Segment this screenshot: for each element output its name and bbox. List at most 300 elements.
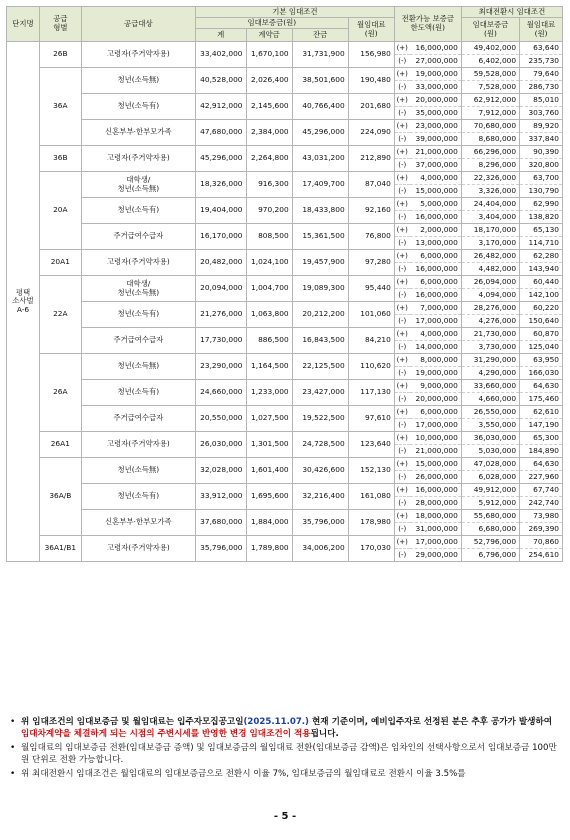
notes-section: [10, 716, 562, 781]
monthly-cell: 97,610: [348, 406, 394, 432]
header-total: 계: [195, 29, 246, 42]
convertible-plus-cell: 6,000,000: [410, 250, 462, 263]
target-cell: 대학생/ 청년(소득無): [81, 276, 195, 302]
convertible-minus-cell: 33,000,000: [410, 81, 462, 94]
max-deposit-minus-cell: 6,796,000: [461, 549, 519, 562]
header-complex: 단지명: [7, 7, 40, 42]
supply-type-cell: 22A: [39, 276, 81, 354]
sign-minus: (-): [394, 419, 409, 432]
balance-cell: 30,426,600: [292, 458, 348, 484]
note-1-text-c: 됩니다.: [310, 729, 339, 740]
max-monthly-minus-cell: 286,730: [520, 81, 563, 94]
complex-name-cell: 평택 소사벌 A-6: [7, 42, 40, 562]
convertible-minus-cell: 28,000,000: [410, 497, 462, 510]
table-row: [7, 484, 563, 497]
balance-cell: 19,457,900: [292, 250, 348, 276]
monthly-cell: 97,280: [348, 250, 394, 276]
convertible-plus-cell: 19,000,000: [410, 68, 462, 81]
header-basic-conditions: 기본 임대조건: [195, 7, 394, 18]
convertible-minus-cell: 29,000,000: [410, 549, 462, 562]
monthly-cell: 224,090: [348, 120, 394, 146]
max-deposit-minus-cell: 3,326,000: [461, 185, 519, 198]
max-monthly-plus-cell: 62,280: [520, 250, 563, 263]
balance-cell: 35,796,000: [292, 510, 348, 536]
convertible-plus-cell: 2,000,000: [410, 224, 462, 237]
sign-plus: (+): [394, 406, 409, 419]
monthly-cell: 87,040: [348, 172, 394, 198]
rental-conditions-table: [6, 6, 563, 562]
header-max-monthly: 월임대료 (원): [520, 18, 563, 42]
deposit-total-cell: 40,528,000: [195, 68, 246, 94]
max-monthly-plus-cell: 62,990: [520, 198, 563, 211]
header-balance: 잔금: [292, 29, 348, 42]
target-cell: 주거급여수급자: [81, 224, 195, 250]
max-deposit-plus-cell: 49,402,000: [461, 42, 519, 55]
max-deposit-minus-cell: 3,730,000: [461, 341, 519, 354]
deposit-total-cell: 24,660,000: [195, 380, 246, 406]
note-1-text-b: 현재 기준이며, 예비입주자로 선정된 분은 추후 공가가 발생하여: [309, 717, 553, 727]
convertible-plus-cell: 9,000,000: [410, 380, 462, 393]
target-cell: 청년(소득無): [81, 68, 195, 94]
sign-minus: (-): [394, 523, 409, 536]
max-monthly-minus-cell: 269,390: [520, 523, 563, 536]
note-1: [10, 716, 562, 741]
bullet: •: [10, 768, 16, 779]
max-monthly-minus-cell: 130,790: [520, 185, 563, 198]
max-deposit-plus-cell: 52,796,000: [461, 536, 519, 549]
table-row: [7, 250, 563, 263]
sign-plus: (+): [394, 146, 409, 159]
sign-plus: (+): [394, 354, 409, 367]
monthly-cell: 170,030: [348, 536, 394, 562]
max-deposit-minus-cell: 5,912,000: [461, 497, 519, 510]
target-cell: 신혼부부·한부모가족: [81, 510, 195, 536]
sign-plus: (+): [394, 276, 409, 289]
supply-type-cell: 36A1/B1: [39, 536, 81, 562]
table-row: [7, 458, 563, 471]
header-max-deposit: 임대보증금 (원): [461, 18, 519, 42]
sign-minus: (-): [394, 497, 409, 510]
balance-cell: 31,731,900: [292, 42, 348, 68]
contract-cell: 1,601,400: [246, 458, 292, 484]
table-row: [7, 406, 563, 419]
sign-minus: (-): [394, 445, 409, 458]
table-row: [7, 276, 563, 289]
sign-minus: (-): [394, 289, 409, 302]
deposit-total-cell: 23,290,000: [195, 354, 246, 380]
sign-minus: (-): [394, 549, 409, 562]
sign-minus: (-): [394, 159, 409, 172]
supply-type-cell: 36A: [39, 68, 81, 146]
max-monthly-minus-cell: 143,940: [520, 263, 563, 276]
sign-minus: (-): [394, 133, 409, 146]
max-monthly-plus-cell: 60,220: [520, 302, 563, 315]
sign-plus: (+): [394, 432, 409, 445]
contract-cell: 1,695,600: [246, 484, 292, 510]
deposit-total-cell: 20,094,000: [195, 276, 246, 302]
max-deposit-minus-cell: 3,170,000: [461, 237, 519, 250]
target-cell: 청년(소득有): [81, 380, 195, 406]
contract-cell: 1,024,100: [246, 250, 292, 276]
max-monthly-plus-cell: 62,610: [520, 406, 563, 419]
max-monthly-minus-cell: 138,820: [520, 211, 563, 224]
target-cell: 신혼부부·한부모가족: [81, 120, 195, 146]
target-cell: 청년(소득有): [81, 302, 195, 328]
convertible-plus-cell: 10,000,000: [410, 432, 462, 445]
contract-cell: 2,145,600: [246, 94, 292, 120]
convertible-minus-cell: 35,000,000: [410, 107, 462, 120]
convertible-plus-cell: 23,000,000: [410, 120, 462, 133]
convertible-minus-cell: 20,000,000: [410, 393, 462, 406]
max-monthly-plus-cell: 79,640: [520, 68, 563, 81]
balance-cell: 17,409,700: [292, 172, 348, 198]
max-monthly-plus-cell: 64,630: [520, 458, 563, 471]
deposit-total-cell: 42,912,000: [195, 94, 246, 120]
max-monthly-minus-cell: 337,840: [520, 133, 563, 146]
sign-plus: (+): [394, 302, 409, 315]
convertible-plus-cell: 4,000,000: [410, 172, 462, 185]
target-cell: 청년(소득有): [81, 484, 195, 510]
deposit-total-cell: 37,680,000: [195, 510, 246, 536]
max-monthly-plus-cell: 63,950: [520, 354, 563, 367]
deposit-total-cell: 16,170,000: [195, 224, 246, 250]
contract-cell: 1,884,000: [246, 510, 292, 536]
balance-cell: 19,522,500: [292, 406, 348, 432]
convertible-minus-cell: 14,000,000: [410, 341, 462, 354]
deposit-total-cell: 33,912,000: [195, 484, 246, 510]
contract-cell: 808,500: [246, 224, 292, 250]
max-monthly-plus-cell: 89,920: [520, 120, 563, 133]
supply-type-cell: 20A1: [39, 250, 81, 276]
max-monthly-plus-cell: 67,740: [520, 484, 563, 497]
table-row: [7, 42, 563, 55]
note-3-text: 위 최대전환시 임대조건은 월임대료의 임대보증금으로 전환시 이율 7%, 임대보증금의 월임대료로 전환시 이율 3.5%를: [21, 768, 466, 779]
sign-minus: (-): [394, 393, 409, 406]
max-deposit-minus-cell: 4,290,000: [461, 367, 519, 380]
sign-minus: (-): [394, 263, 409, 276]
max-monthly-plus-cell: 73,980: [520, 510, 563, 523]
max-monthly-minus-cell: 147,190: [520, 419, 563, 432]
max-deposit-plus-cell: 18,170,000: [461, 224, 519, 237]
monthly-cell: 95,440: [348, 276, 394, 302]
table-row: [7, 302, 563, 315]
max-deposit-plus-cell: 26,482,000: [461, 250, 519, 263]
convertible-minus-cell: 21,000,000: [410, 445, 462, 458]
sign-plus: (+): [394, 484, 409, 497]
balance-cell: 24,728,500: [292, 432, 348, 458]
sign-minus: (-): [394, 367, 409, 380]
deposit-total-cell: 20,482,000: [195, 250, 246, 276]
bullet: •: [10, 742, 16, 753]
max-monthly-plus-cell: 65,300: [520, 432, 563, 445]
balance-cell: 18,433,800: [292, 198, 348, 224]
convertible-minus-cell: 39,000,000: [410, 133, 462, 146]
target-cell: 고령자(주거약자용): [81, 536, 195, 562]
balance-cell: 40,766,400: [292, 94, 348, 120]
target-cell: 고령자(주거약자용): [81, 250, 195, 276]
target-cell: 청년(소득有): [81, 94, 195, 120]
sign-plus: (+): [394, 536, 409, 549]
monthly-cell: 101,060: [348, 302, 394, 328]
max-deposit-minus-cell: 7,528,000: [461, 81, 519, 94]
sign-plus: (+): [394, 68, 409, 81]
contract-cell: 2,264,800: [246, 146, 292, 172]
sign-minus: (-): [394, 81, 409, 94]
convertible-minus-cell: 31,000,000: [410, 523, 462, 536]
convertible-plus-cell: 5,000,000: [410, 198, 462, 211]
convertible-minus-cell: 15,000,000: [410, 185, 462, 198]
max-deposit-plus-cell: 33,660,000: [461, 380, 519, 393]
supply-type-cell: 26A1: [39, 432, 81, 458]
sign-plus: (+): [394, 172, 409, 185]
sign-plus: (+): [394, 380, 409, 393]
convertible-minus-cell: 37,000,000: [410, 159, 462, 172]
sign-minus: (-): [394, 185, 409, 198]
balance-cell: 15,361,500: [292, 224, 348, 250]
max-deposit-plus-cell: 26,550,000: [461, 406, 519, 419]
convertible-plus-cell: 6,000,000: [410, 276, 462, 289]
contract-cell: 970,200: [246, 198, 292, 224]
deposit-total-cell: 20,550,000: [195, 406, 246, 432]
max-monthly-plus-cell: 63,640: [520, 42, 563, 55]
header-monthly: 월임대료 (원): [348, 18, 394, 42]
max-deposit-minus-cell: 4,482,000: [461, 263, 519, 276]
note-1-highlight: 임대차계약을 체결하게 되는 시점의 주변시세를 반영한 변경 임대조건이 적용: [21, 729, 311, 740]
contract-cell: 1,670,100: [246, 42, 292, 68]
header-target: 공급대상: [81, 7, 195, 42]
monthly-cell: 110,620: [348, 354, 394, 380]
monthly-cell: 84,210: [348, 328, 394, 354]
sign-minus: (-): [394, 471, 409, 484]
sign-plus: (+): [394, 42, 409, 55]
deposit-total-cell: 18,326,000: [195, 172, 246, 198]
max-deposit-minus-cell: 4,276,000: [461, 315, 519, 328]
max-deposit-plus-cell: 24,404,000: [461, 198, 519, 211]
max-deposit-plus-cell: 28,276,000: [461, 302, 519, 315]
contract-cell: 2,384,000: [246, 120, 292, 146]
sign-minus: (-): [394, 315, 409, 328]
table-row: [7, 354, 563, 367]
supply-type-cell: 20A: [39, 172, 81, 250]
contract-cell: 1,789,800: [246, 536, 292, 562]
header-supply-type: 공급 형별: [39, 7, 81, 42]
contract-cell: 886,500: [246, 328, 292, 354]
contract-cell: 1,063,800: [246, 302, 292, 328]
note-1-text-a: 위 임대조건의 임대보증금 및 월임대료는 입주자모집공고일: [21, 717, 244, 727]
max-monthly-minus-cell: 125,040: [520, 341, 563, 354]
convertible-plus-cell: 18,000,000: [410, 510, 462, 523]
monthly-cell: 152,130: [348, 458, 394, 484]
max-deposit-plus-cell: 47,028,000: [461, 458, 519, 471]
balance-cell: 19,089,300: [292, 276, 348, 302]
contract-cell: 1,004,700: [246, 276, 292, 302]
convertible-plus-cell: 16,000,000: [410, 484, 462, 497]
max-monthly-minus-cell: 166,030: [520, 367, 563, 380]
table-row: [7, 510, 563, 523]
max-deposit-plus-cell: 36,030,000: [461, 432, 519, 445]
deposit-total-cell: 45,296,000: [195, 146, 246, 172]
convertible-plus-cell: 6,000,000: [410, 406, 462, 419]
max-monthly-plus-cell: 85,010: [520, 94, 563, 107]
max-monthly-minus-cell: 114,710: [520, 237, 563, 250]
max-deposit-minus-cell: 8,680,000: [461, 133, 519, 146]
convertible-minus-cell: 16,000,000: [410, 289, 462, 302]
balance-cell: 23,427,000: [292, 380, 348, 406]
monthly-cell: 76,800: [348, 224, 394, 250]
sign-minus: (-): [394, 55, 409, 68]
max-deposit-plus-cell: 70,680,000: [461, 120, 519, 133]
convertible-plus-cell: 4,000,000: [410, 328, 462, 341]
monthly-cell: 123,640: [348, 432, 394, 458]
sign-plus: (+): [394, 224, 409, 237]
target-cell: 대학생/ 청년(소득無): [81, 172, 195, 198]
max-deposit-minus-cell: 8,296,000: [461, 159, 519, 172]
max-monthly-minus-cell: 320,800: [520, 159, 563, 172]
max-deposit-minus-cell: 6,028,000: [461, 471, 519, 484]
monthly-cell: 92,160: [348, 198, 394, 224]
deposit-total-cell: 17,730,000: [195, 328, 246, 354]
supply-type-cell: 26A: [39, 354, 81, 432]
sign-plus: (+): [394, 458, 409, 471]
sign-plus: (+): [394, 510, 409, 523]
max-deposit-plus-cell: 66,296,000: [461, 146, 519, 159]
target-cell: 주거급여수급자: [81, 406, 195, 432]
sign-plus: (+): [394, 120, 409, 133]
max-monthly-minus-cell: 184,890: [520, 445, 563, 458]
note-1-date: (2025.11.07.): [243, 717, 309, 727]
convertible-minus-cell: 16,000,000: [410, 211, 462, 224]
table-row: [7, 224, 563, 237]
max-monthly-minus-cell: 150,640: [520, 315, 563, 328]
monthly-cell: 156,980: [348, 42, 394, 68]
header-convertible: 전환가능 보증금 한도액(원): [394, 7, 461, 42]
max-deposit-minus-cell: 3,404,000: [461, 211, 519, 224]
max-deposit-minus-cell: 4,094,000: [461, 289, 519, 302]
balance-cell: 34,006,200: [292, 536, 348, 562]
max-deposit-minus-cell: 6,680,000: [461, 523, 519, 536]
contract-cell: 1,233,000: [246, 380, 292, 406]
max-deposit-plus-cell: 31,290,000: [461, 354, 519, 367]
contract-cell: 1,301,500: [246, 432, 292, 458]
contract-cell: 1,027,500: [246, 406, 292, 432]
deposit-total-cell: 35,796,000: [195, 536, 246, 562]
target-cell: 청년(소득無): [81, 354, 195, 380]
balance-cell: 38,501,600: [292, 68, 348, 94]
max-monthly-plus-cell: 63,700: [520, 172, 563, 185]
balance-cell: 22,125,500: [292, 354, 348, 380]
target-cell: 고령자(주거약자용): [81, 146, 195, 172]
page-number: - 5 -: [273, 811, 297, 822]
table-row: [7, 172, 563, 185]
convertible-minus-cell: 26,000,000: [410, 471, 462, 484]
balance-cell: 16,843,500: [292, 328, 348, 354]
max-deposit-minus-cell: 7,912,000: [461, 107, 519, 120]
sign-plus: (+): [394, 250, 409, 263]
monthly-cell: 161,080: [348, 484, 394, 510]
header-deposit: 임대보증금(원): [195, 18, 348, 29]
max-monthly-plus-cell: 60,440: [520, 276, 563, 289]
convertible-minus-cell: 17,000,000: [410, 315, 462, 328]
max-deposit-minus-cell: 3,550,000: [461, 419, 519, 432]
max-monthly-minus-cell: 175,460: [520, 393, 563, 406]
table-row: [7, 120, 563, 133]
max-deposit-plus-cell: 49,912,000: [461, 484, 519, 497]
contract-cell: 2,026,400: [246, 68, 292, 94]
note-2-text: 월임대료의 임대보증금 전환(임대보증금 증액) 및 임대보증금의 월임대료 전환(임대보증금 감액)은 임차인의 선택사항으로서 임대보증금 100만원 단위로 전환 가능합니다.: [21, 742, 557, 766]
sign-plus: (+): [394, 198, 409, 211]
table-row: [7, 432, 563, 445]
convertible-minus-cell: 16,000,000: [410, 263, 462, 276]
bullet: •: [10, 717, 16, 727]
convertible-plus-cell: 7,000,000: [410, 302, 462, 315]
monthly-cell: 190,480: [348, 68, 394, 94]
target-cell: 청년(소득無): [81, 458, 195, 484]
note-2: [10, 742, 562, 767]
max-monthly-minus-cell: 303,760: [520, 107, 563, 120]
max-monthly-minus-cell: 235,730: [520, 55, 563, 68]
convertible-plus-cell: 17,000,000: [410, 536, 462, 549]
max-deposit-minus-cell: 4,660,000: [461, 393, 519, 406]
convertible-plus-cell: 8,000,000: [410, 354, 462, 367]
convertible-minus-cell: 27,000,000: [410, 55, 462, 68]
table-row: [7, 146, 563, 159]
convertible-plus-cell: 20,000,000: [410, 94, 462, 107]
convertible-plus-cell: 21,000,000: [410, 146, 462, 159]
note-3: [10, 768, 562, 780]
max-deposit-minus-cell: 5,030,000: [461, 445, 519, 458]
max-deposit-plus-cell: 55,680,000: [461, 510, 519, 523]
monthly-cell: 178,980: [348, 510, 394, 536]
balance-cell: 45,296,000: [292, 120, 348, 146]
target-cell: 고령자(주거약자용): [81, 432, 195, 458]
convertible-minus-cell: 17,000,000: [410, 419, 462, 432]
deposit-total-cell: 26,030,000: [195, 432, 246, 458]
sign-plus: (+): [394, 94, 409, 107]
deposit-total-cell: 47,680,000: [195, 120, 246, 146]
supply-type-cell: 36A/B: [39, 458, 81, 536]
max-monthly-plus-cell: 70,860: [520, 536, 563, 549]
sign-minus: (-): [394, 237, 409, 250]
convertible-minus-cell: 19,000,000: [410, 367, 462, 380]
max-monthly-plus-cell: 64,630: [520, 380, 563, 393]
supply-type-cell: 36B: [39, 146, 81, 172]
table-row: [7, 536, 563, 549]
max-monthly-plus-cell: 65,130: [520, 224, 563, 237]
table-row: [7, 68, 563, 81]
target-cell: 청년(소득有): [81, 198, 195, 224]
max-deposit-plus-cell: 26,094,000: [461, 276, 519, 289]
max-monthly-minus-cell: 254,610: [520, 549, 563, 562]
target-cell: 주거급여수급자: [81, 328, 195, 354]
sign-minus: (-): [394, 341, 409, 354]
convertible-plus-cell: 15,000,000: [410, 458, 462, 471]
balance-cell: 20,212,200: [292, 302, 348, 328]
max-deposit-plus-cell: 22,326,000: [461, 172, 519, 185]
max-monthly-minus-cell: 227,960: [520, 471, 563, 484]
convertible-minus-cell: 13,000,000: [410, 237, 462, 250]
max-deposit-plus-cell: 59,528,000: [461, 68, 519, 81]
max-monthly-plus-cell: 60,870: [520, 328, 563, 341]
balance-cell: 43,031,200: [292, 146, 348, 172]
table-row: [7, 94, 563, 107]
deposit-total-cell: 21,276,000: [195, 302, 246, 328]
max-monthly-plus-cell: 90,390: [520, 146, 563, 159]
contract-cell: 916,300: [246, 172, 292, 198]
target-cell: 고령자(주거약자용): [81, 42, 195, 68]
max-monthly-minus-cell: 142,100: [520, 289, 563, 302]
monthly-cell: 201,680: [348, 94, 394, 120]
table-row: [7, 328, 563, 341]
